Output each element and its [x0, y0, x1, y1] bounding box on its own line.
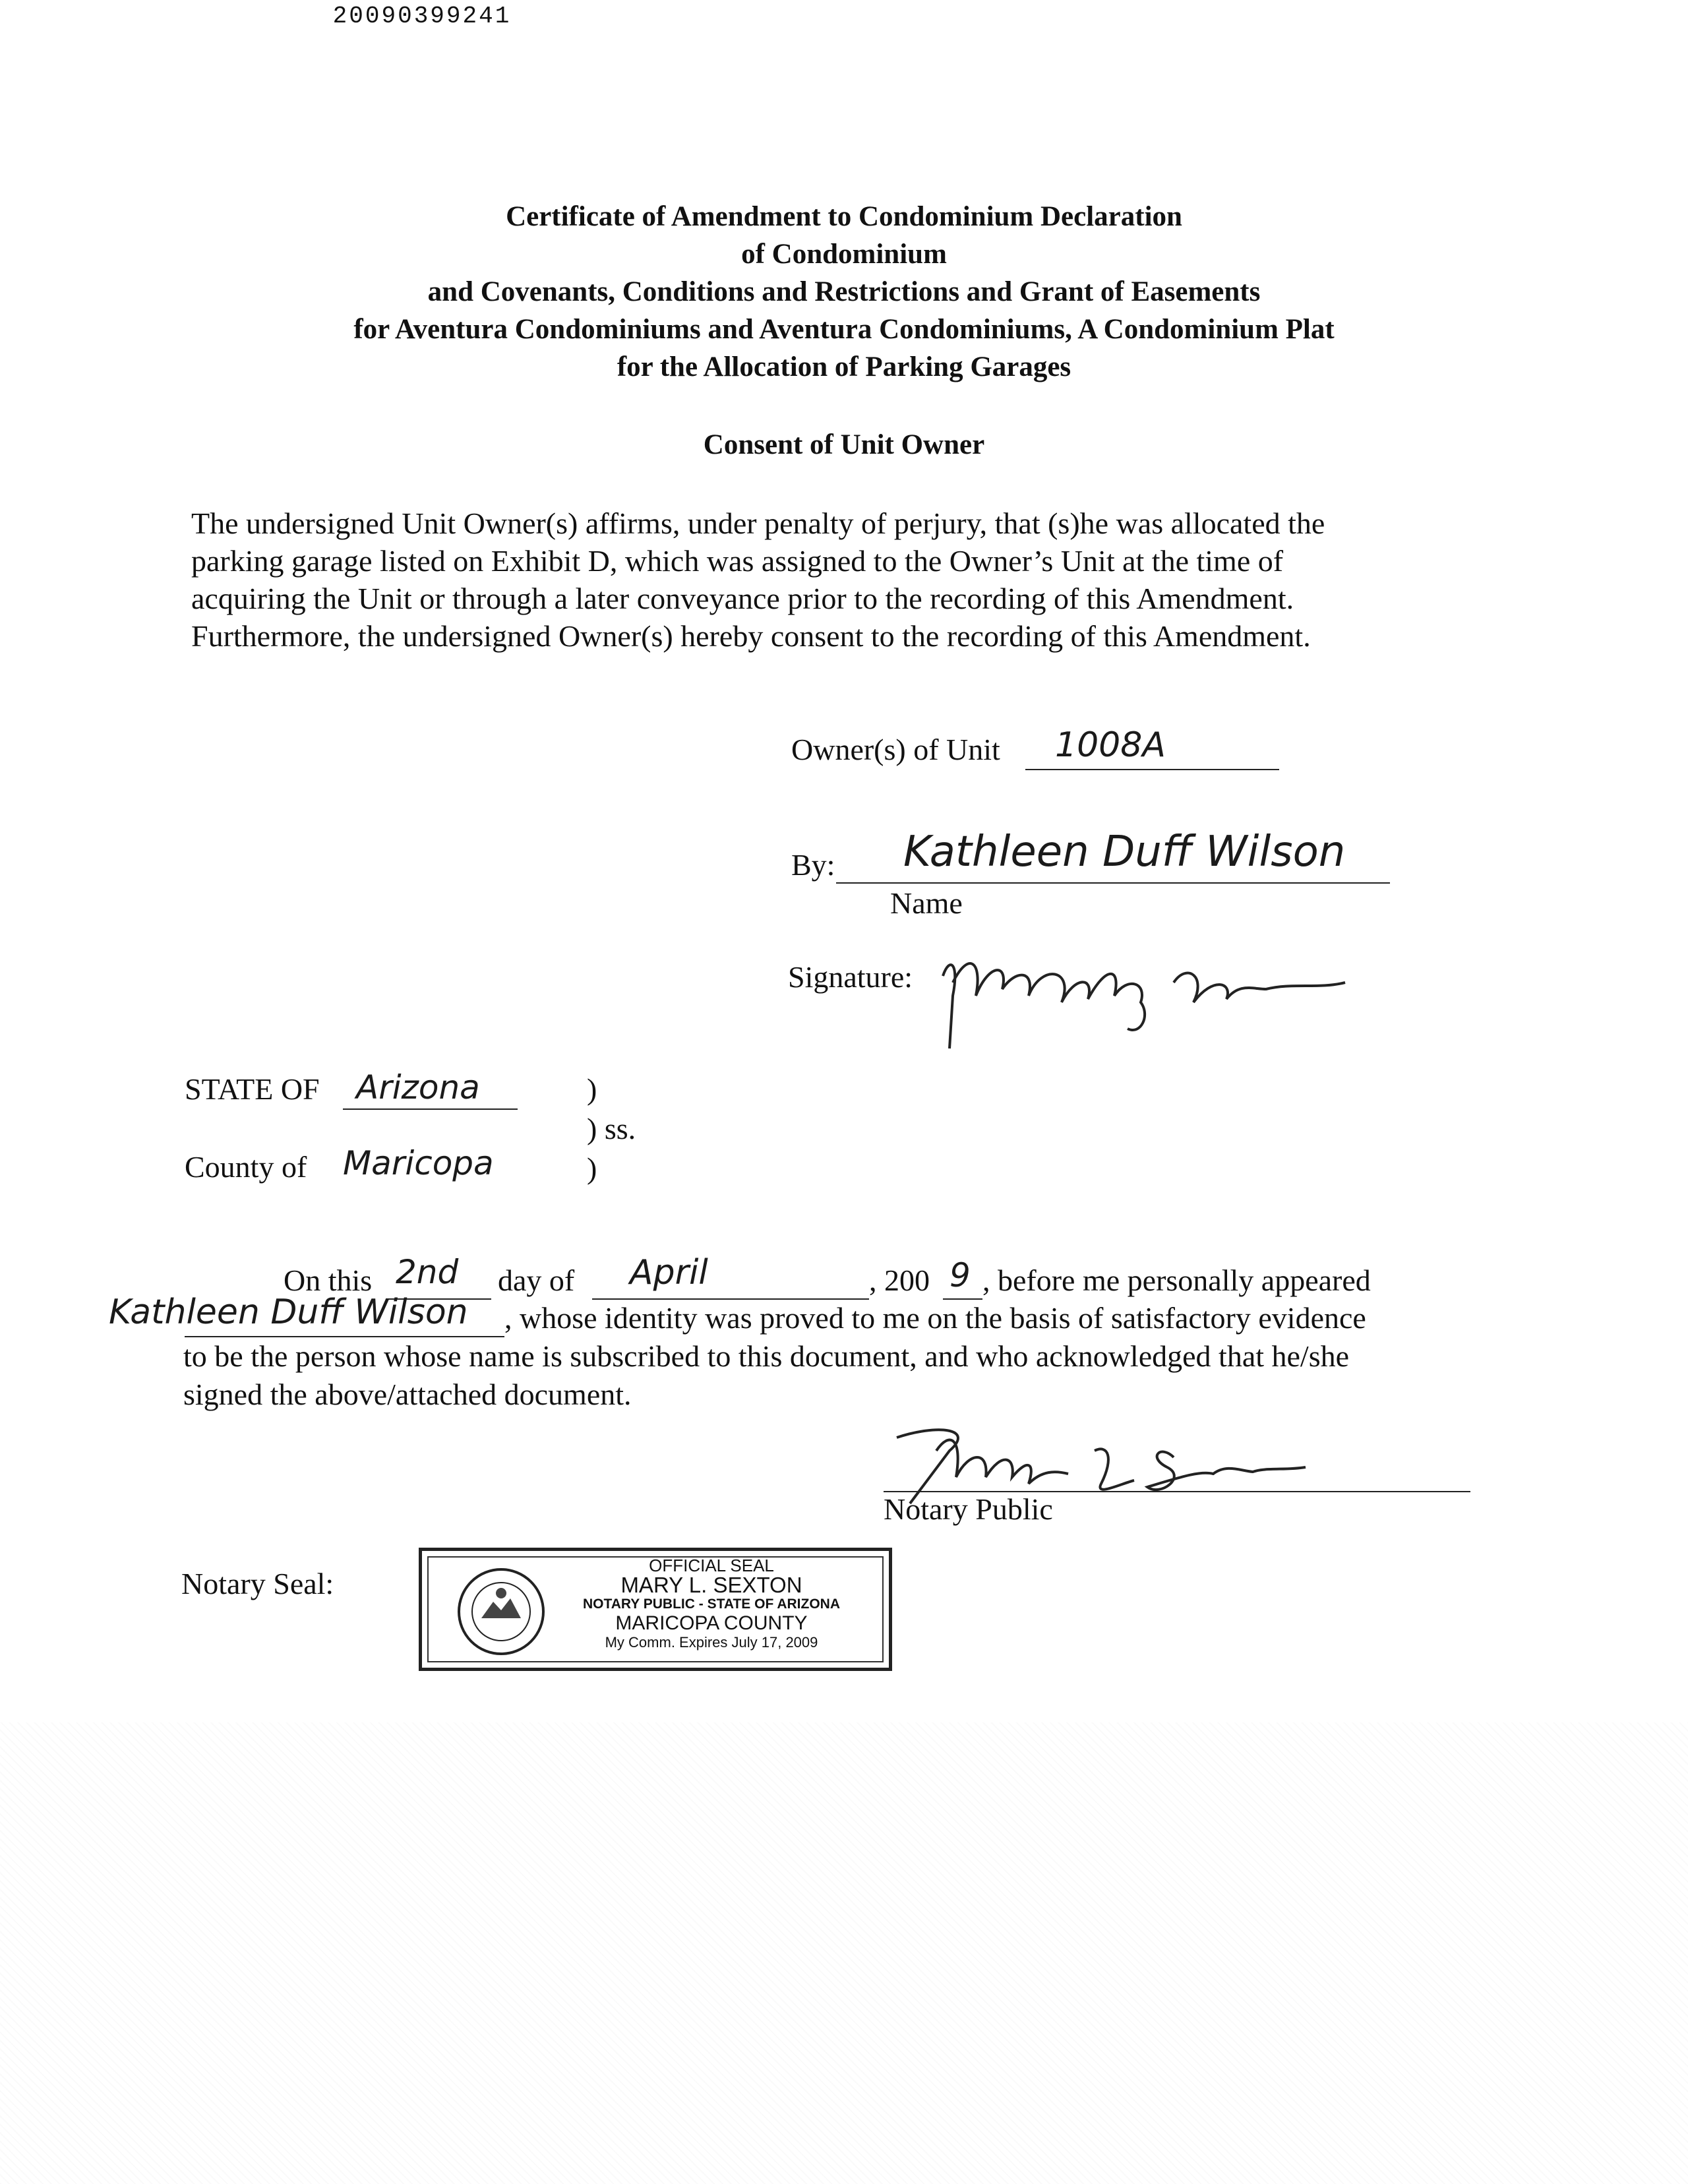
paragraph-line: parking garage listed on Exhibit D, which was assigned to the Owner’s Unit at the time of [191, 544, 1284, 578]
by-label: By: [791, 848, 835, 882]
owner-signature [923, 936, 1411, 1062]
person-value: Kathleen Duff Wilson [109, 1292, 468, 1332]
paragraph-line: Furthermore, the undersigned Owner(s) hereby consent to the recording of this Amendment. [191, 619, 1311, 653]
venue-paren: ) [587, 1151, 597, 1185]
ack-on-this: On this [284, 1263, 373, 1297]
venue-paren: ) [587, 1072, 597, 1106]
unit-value: 1008A [1055, 725, 1166, 765]
seal-line: My Comm. Expires July 17, 2009 [605, 1634, 818, 1651]
paragraph-line: The undersigned Unit Owner(s) affirms, under penalty of perjury, that (s)he was allocated the [191, 506, 1325, 540]
venue-ss: ) ss. [587, 1112, 636, 1145]
county-value: Maricopa [343, 1144, 494, 1182]
state-seal-icon [455, 1565, 547, 1658]
person-line [185, 1336, 504, 1337]
ack-line2: , whose identity was proved to me on the basis of satisfactory evidence [504, 1301, 1366, 1335]
year-digit: 9 [950, 1256, 971, 1294]
affirmation-paragraph [191, 504, 1484, 655]
state-value: Arizona [356, 1068, 480, 1107]
ack-line3: to be the person whose name is subscribed to this document, and who acknowledged that he/she [183, 1339, 1350, 1373]
month-line [592, 1298, 869, 1300]
name-caption: Name [890, 886, 963, 920]
notary-seal-stamp [419, 1548, 892, 1671]
notary-public-label: Notary Public [884, 1492, 1053, 1526]
title-line: of Condominium [741, 239, 947, 270]
seal-line: OFFICIAL SEAL [649, 1556, 774, 1575]
scan-noise [0, 1722, 1688, 2184]
seal-line: MARICOPA COUNTY [615, 1612, 808, 1634]
state-label: STATE OF [185, 1072, 320, 1106]
seal-line: MARY L. SEXTON [620, 1573, 802, 1597]
document-title [0, 198, 1688, 386]
signature-label: Signature: [788, 960, 913, 994]
day-value: 2nd [396, 1253, 459, 1291]
month-value: April [630, 1253, 708, 1292]
paragraph-line: acquiring the Unit or through a later conveyance prior to the recording of this Amendment. [191, 582, 1294, 615]
title-line: for the Allocation of Parking Garages [617, 351, 1071, 382]
ack-year-prefix: , 200 [869, 1263, 930, 1297]
year-line [943, 1298, 982, 1300]
county-label: County of [185, 1150, 307, 1184]
section-heading: Consent of Unit Owner [703, 429, 985, 460]
seal-line: NOTARY PUBLIC - STATE OF ARIZONA [582, 1596, 841, 1612]
title-line: and Covenants, Conditions and Restrictions and Grant of Easements [427, 276, 1261, 307]
ack-day-of: day of [498, 1263, 575, 1297]
title-line: for Aventura Condominiums and Aventura Condominiums, A Condominium Plat [353, 314, 1335, 345]
title-line: Certificate of Amendment to Condominium Declaration [506, 201, 1182, 232]
unit-label: Owner(s) of Unit [791, 733, 1000, 766]
notary-seal-label: Notary Seal: [181, 1567, 334, 1600]
owner-name-handwritten: Kathleen Duff Wilson [903, 828, 1346, 876]
unit-line [1025, 769, 1279, 770]
state-line [343, 1108, 518, 1110]
by-line [836, 882, 1390, 884]
ack-line4: signed the above/attached document. [183, 1378, 632, 1411]
ack-before-me: , before me personally appeared [982, 1263, 1371, 1297]
record-number: 20090399241 [332, 3, 512, 30]
seal-text [541, 1556, 882, 1652]
